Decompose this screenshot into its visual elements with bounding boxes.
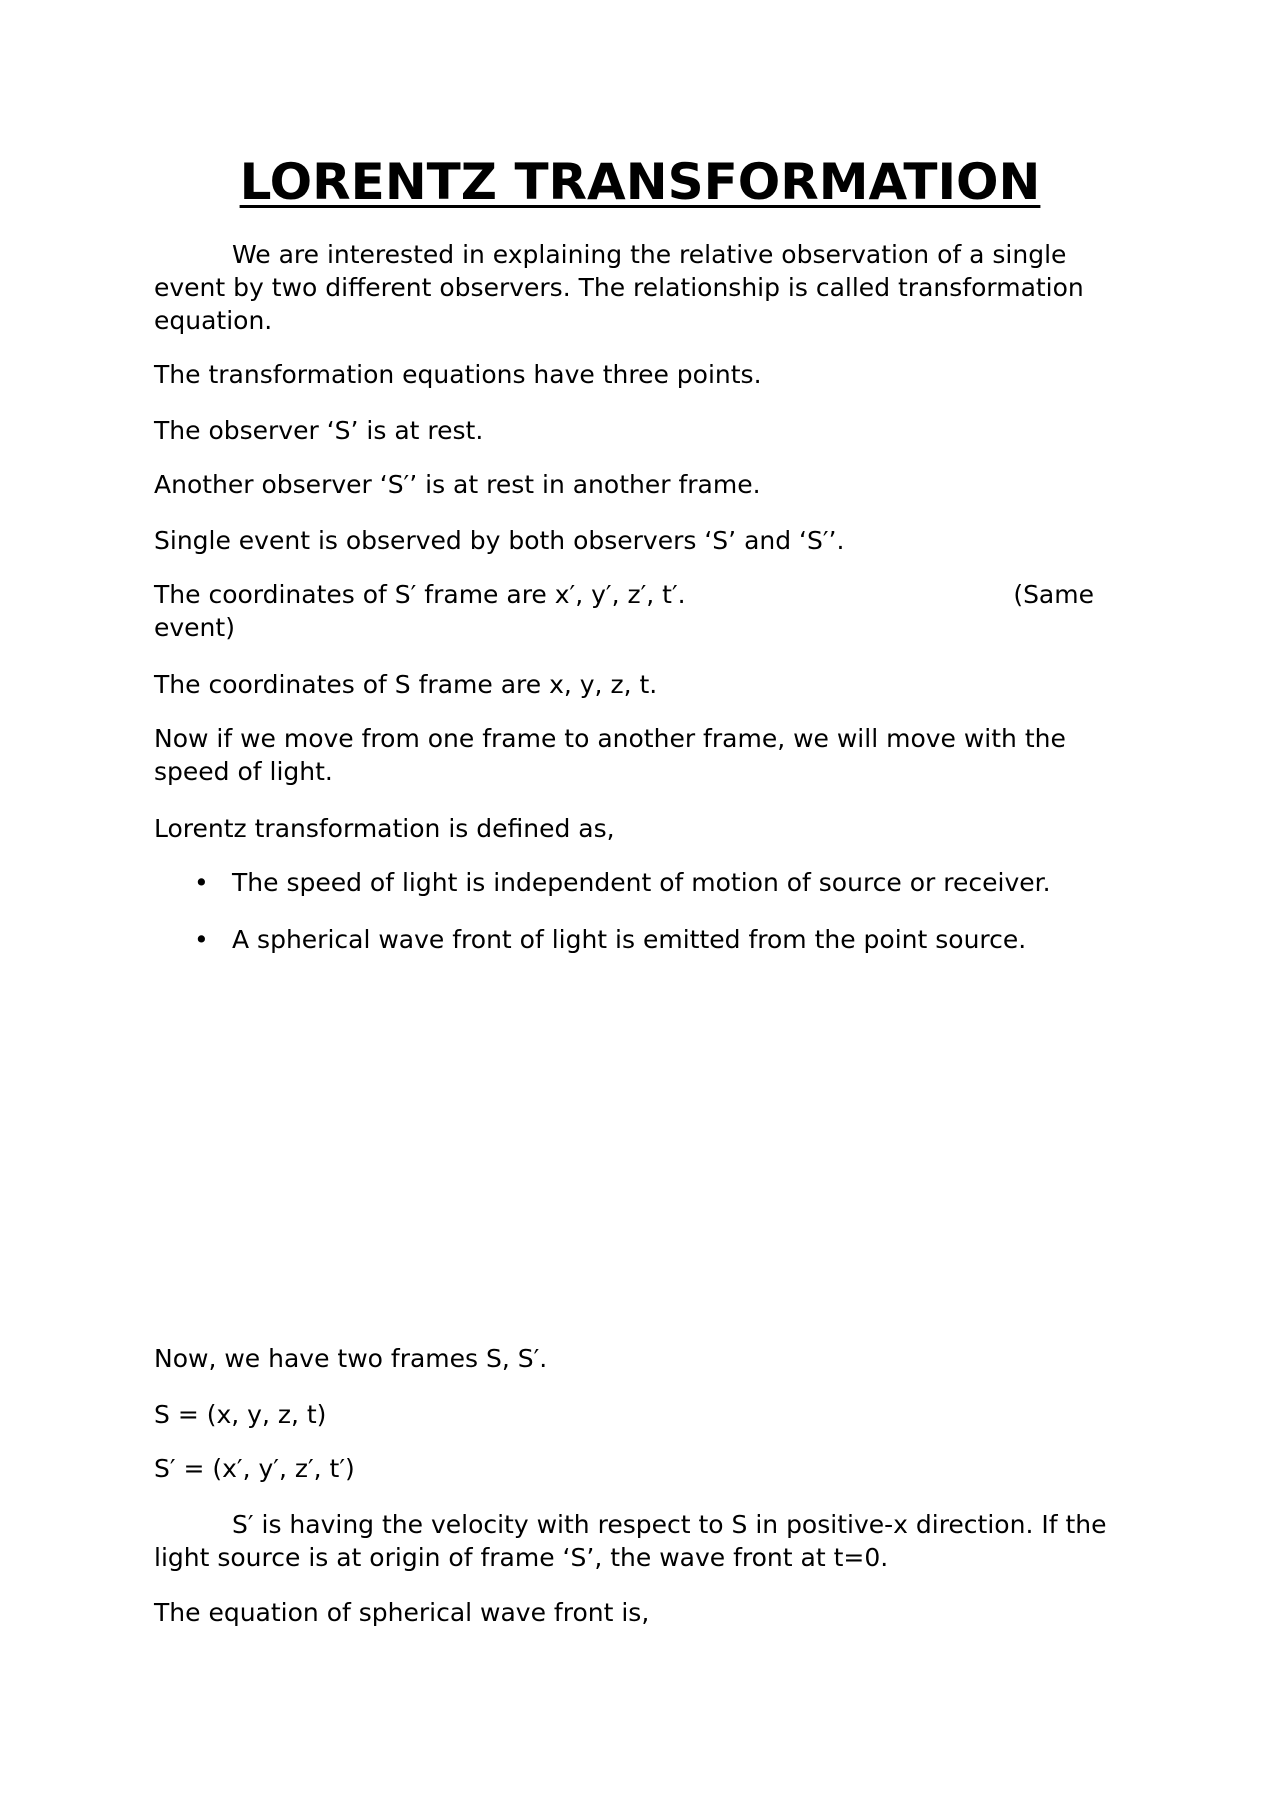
observer-s-prime-block — [154, 468, 1124, 501]
velocity-paragraph: S′ is having the velocity with respect to S in positive-x direction. If the light source is at origin of frame ‘S’, the wave front at t=0. — [154, 1510, 1107, 1572]
s-equation: S = (x, y, z, t) — [154, 1400, 327, 1429]
defined-as-block — [154, 812, 1124, 845]
intro-paragraph: We are interested in explaining the relative observation of a single event by two different observers. The relationship is called transformation equation. — [154, 240, 1084, 335]
move-frame-block — [154, 722, 1124, 788]
coords-s-paragraph: The coordinates of S frame are x, y, z, t. — [154, 670, 658, 699]
bullet-marker: • — [194, 925, 209, 954]
s-equation-block — [154, 1398, 1124, 1431]
three-points-paragraph: The transformation equations have three points. — [154, 360, 762, 389]
definition-bullet-list — [154, 866, 1124, 956]
defined-as-paragraph: Lorentz transformation is defined as, — [154, 814, 615, 843]
bullet-item — [154, 923, 1124, 956]
three-points-block — [154, 358, 1124, 391]
single-event-paragraph: Single event is observed by both observers ‘S’ and ‘S′’. — [154, 526, 845, 555]
page-title — [0, 150, 1280, 214]
single-event-block — [154, 524, 1124, 557]
two-frames-block — [154, 1342, 1124, 1375]
intro-block — [154, 238, 1124, 337]
bullet-item — [154, 866, 1124, 899]
title-text: LORENTZ TRANSFORMATION — [239, 153, 1041, 211]
coords-s-prime-line — [154, 578, 1094, 611]
bullet-text: The speed of light is independent of motion of source or receiver. — [232, 868, 1051, 897]
bullet-marker: • — [194, 868, 209, 897]
observer-s-prime-paragraph: Another observer ‘S′’ is at rest in another frame. — [154, 470, 761, 499]
two-frames-paragraph: Now, we have two frames S, S′. — [154, 1344, 548, 1373]
coords-s-prime-text: The coordinates of S′ frame are x′, y′, z′, t′. — [154, 580, 686, 609]
s-prime-equation-block — [154, 1452, 1124, 1485]
observer-s-paragraph: The observer ‘S’ is at rest. — [154, 416, 484, 445]
event-word: event) — [154, 613, 235, 642]
wave-equation-block — [154, 1596, 1124, 1629]
s-prime-equation: S′ = (x′, y′, z′, t′) — [154, 1454, 355, 1483]
coords-s-prime-block — [154, 578, 1124, 644]
coords-s-block — [154, 668, 1124, 701]
move-frame-paragraph: Now if we move from one frame to another frame, we will move with the speed of light. — [154, 724, 1066, 786]
velocity-block — [154, 1508, 1124, 1574]
observer-s-block — [154, 414, 1124, 447]
wave-equation-paragraph: The equation of spherical wave front is, — [154, 1598, 650, 1627]
same-label: (Same — [1013, 580, 1094, 609]
bullet-text: A spherical wave front of light is emitted from the point source. — [232, 925, 1027, 954]
